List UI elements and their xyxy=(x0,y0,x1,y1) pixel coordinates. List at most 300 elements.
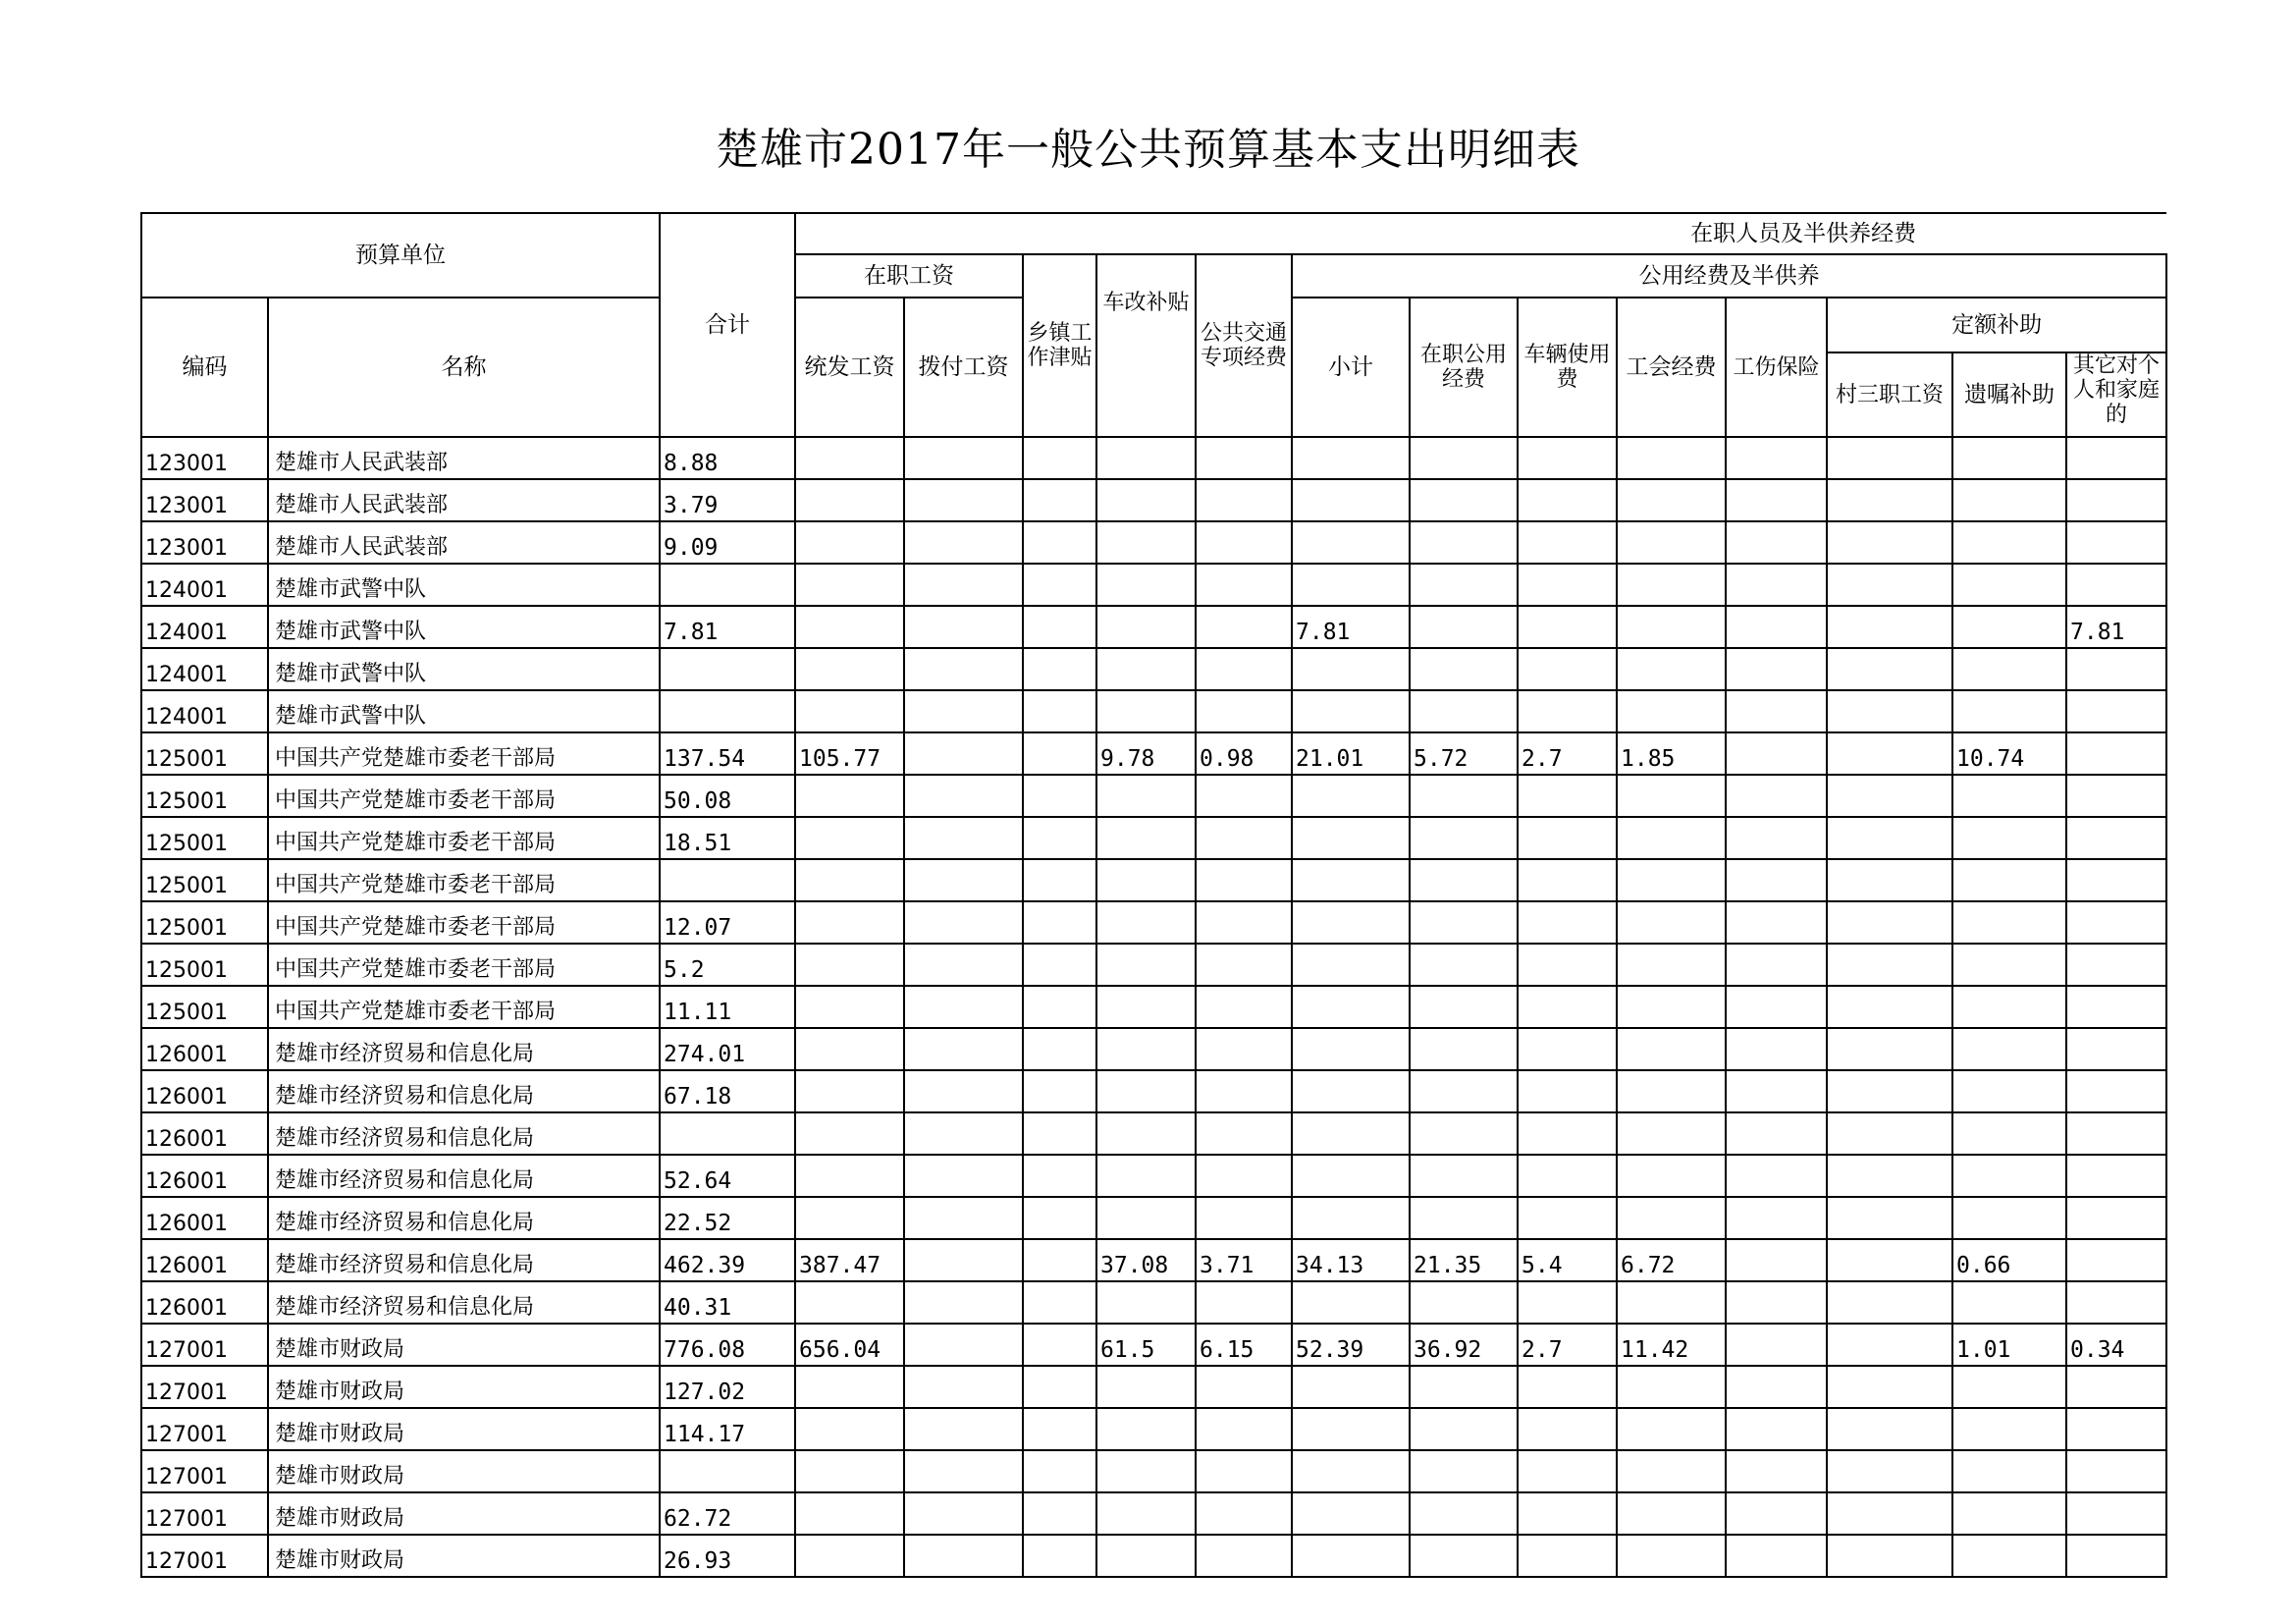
cell-injury xyxy=(1726,1535,1827,1577)
cell-name: 楚雄市经济贸易和信息化局 xyxy=(268,1239,660,1281)
header-salary-group: 在职工资 xyxy=(795,254,1023,298)
cell-bequest xyxy=(1952,944,2066,986)
cell-subtotal xyxy=(1292,648,1410,690)
cell-other xyxy=(2066,1450,2166,1492)
cell-public-transport xyxy=(1196,479,1292,521)
cell-unified-salary xyxy=(795,817,904,859)
header-subtotal: 小计 xyxy=(1292,298,1410,437)
cell-vehicle xyxy=(1518,1197,1617,1239)
cell-other xyxy=(2066,986,2166,1028)
cell-car-reform xyxy=(1096,1112,1196,1155)
cell-vehicle: 5.4 xyxy=(1518,1239,1617,1281)
cell-bequest xyxy=(1952,1408,2066,1450)
cell-code: 124001 xyxy=(141,606,268,648)
cell-unified-salary xyxy=(795,1197,904,1239)
cell-unified-salary xyxy=(795,944,904,986)
header-staff-group: 在职人员及半供养经费 xyxy=(795,213,2166,254)
cell-subtotal xyxy=(1292,690,1410,732)
cell-village xyxy=(1827,1366,1952,1408)
cell-code: 127001 xyxy=(141,1492,268,1535)
cell-union xyxy=(1617,1070,1726,1112)
cell-staff-public xyxy=(1410,901,1518,944)
cell-car-reform xyxy=(1096,690,1196,732)
cell-name: 楚雄市财政局 xyxy=(268,1535,660,1577)
cell-vehicle xyxy=(1518,1281,1617,1324)
cell-union xyxy=(1617,1155,1726,1197)
cell-total: 18.51 xyxy=(660,817,795,859)
cell-village xyxy=(1827,606,1952,648)
cell-public-transport xyxy=(1196,1450,1292,1492)
cell-unified-salary xyxy=(795,1535,904,1577)
cell-car-reform xyxy=(1096,1535,1196,1577)
cell-staff-public xyxy=(1410,1366,1518,1408)
cell-subtotal xyxy=(1292,1112,1410,1155)
cell-union xyxy=(1617,1197,1726,1239)
cell-bequest xyxy=(1952,817,2066,859)
cell-car-reform xyxy=(1096,1366,1196,1408)
cell-name: 楚雄市人民武装部 xyxy=(268,437,660,479)
cell-bequest xyxy=(1952,1197,2066,1239)
table-row xyxy=(141,648,2166,690)
cell-union xyxy=(1617,606,1726,648)
cell-township-allowance xyxy=(1023,1155,1096,1197)
cell-code: 123001 xyxy=(141,437,268,479)
cell-village xyxy=(1827,1408,1952,1450)
header-vehicle: 车辆使用费 xyxy=(1518,298,1617,437)
cell-injury xyxy=(1726,1112,1827,1155)
cell-allocated-salary xyxy=(904,1535,1023,1577)
cell-union xyxy=(1617,901,1726,944)
cell-union xyxy=(1617,775,1726,817)
cell-village xyxy=(1827,648,1952,690)
cell-public-transport xyxy=(1196,901,1292,944)
cell-village xyxy=(1827,1492,1952,1535)
cell-unified-salary xyxy=(795,1155,904,1197)
table-row xyxy=(141,1366,2166,1408)
cell-public-transport: 3.71 xyxy=(1196,1239,1292,1281)
cell-allocated-salary xyxy=(904,1155,1023,1197)
cell-injury xyxy=(1726,1239,1827,1281)
cell-village xyxy=(1827,690,1952,732)
cell-other xyxy=(2066,1281,2166,1324)
cell-other xyxy=(2066,1028,2166,1070)
cell-public-transport xyxy=(1196,1155,1292,1197)
cell-code: 123001 xyxy=(141,479,268,521)
cell-car-reform xyxy=(1096,1492,1196,1535)
page-title: 楚雄市2017年一般公共预算基本支出明细表 xyxy=(716,125,1580,175)
header-staff-public: 在职公用经费 xyxy=(1410,298,1518,437)
cell-staff-public xyxy=(1410,479,1518,521)
cell-union xyxy=(1617,1366,1726,1408)
cell-injury xyxy=(1726,1408,1827,1450)
cell-public-transport xyxy=(1196,437,1292,479)
cell-code: 126001 xyxy=(141,1281,268,1324)
cell-other xyxy=(2066,437,2166,479)
cell-car-reform xyxy=(1096,1408,1196,1450)
cell-code: 125001 xyxy=(141,901,268,944)
cell-total: 62.72 xyxy=(660,1492,795,1535)
cell-union xyxy=(1617,817,1726,859)
cell-other xyxy=(2066,1535,2166,1577)
cell-staff-public xyxy=(1410,1408,1518,1450)
table-row xyxy=(141,564,2166,606)
cell-allocated-salary xyxy=(904,1366,1023,1408)
cell-code: 126001 xyxy=(141,1155,268,1197)
cell-public-transport xyxy=(1196,521,1292,564)
table-row xyxy=(141,775,2166,817)
cell-total: 40.31 xyxy=(660,1281,795,1324)
table-row xyxy=(141,1028,2166,1070)
cell-injury xyxy=(1726,1492,1827,1535)
cell-public-transport xyxy=(1196,1281,1292,1324)
cell-union xyxy=(1617,1492,1726,1535)
cell-subtotal xyxy=(1292,437,1410,479)
cell-code: 127001 xyxy=(141,1450,268,1492)
cell-injury xyxy=(1726,859,1827,901)
cell-union xyxy=(1617,859,1726,901)
cell-township-allowance xyxy=(1023,648,1096,690)
cell-other xyxy=(2066,901,2166,944)
cell-subtotal xyxy=(1292,564,1410,606)
cell-injury xyxy=(1726,944,1827,986)
cell-car-reform: 61.5 xyxy=(1096,1324,1196,1366)
cell-name: 楚雄市经济贸易和信息化局 xyxy=(268,1112,660,1155)
cell-subtotal xyxy=(1292,1535,1410,1577)
cell-village xyxy=(1827,732,1952,775)
table-row xyxy=(141,944,2166,986)
cell-injury xyxy=(1726,521,1827,564)
cell-village xyxy=(1827,1112,1952,1155)
cell-bequest xyxy=(1952,648,2066,690)
table-row xyxy=(141,521,2166,564)
cell-township-allowance xyxy=(1023,1366,1096,1408)
cell-car-reform xyxy=(1096,944,1196,986)
header-unified-salary: 统发工资 xyxy=(795,298,904,437)
cell-car-reform: 37.08 xyxy=(1096,1239,1196,1281)
cell-car-reform xyxy=(1096,1028,1196,1070)
cell-injury xyxy=(1726,986,1827,1028)
cell-unified-salary xyxy=(795,775,904,817)
cell-subtotal xyxy=(1292,1450,1410,1492)
cell-village xyxy=(1827,1028,1952,1070)
cell-injury xyxy=(1726,1028,1827,1070)
cell-unified-salary xyxy=(795,1492,904,1535)
cell-name: 中国共产党楚雄市委老干部局 xyxy=(268,901,660,944)
cell-subtotal: 34.13 xyxy=(1292,1239,1410,1281)
cell-subtotal xyxy=(1292,775,1410,817)
cell-vehicle xyxy=(1518,690,1617,732)
cell-village xyxy=(1827,479,1952,521)
cell-other xyxy=(2066,521,2166,564)
cell-total: 137.54 xyxy=(660,732,795,775)
cell-subtotal xyxy=(1292,859,1410,901)
cell-staff-public xyxy=(1410,817,1518,859)
cell-vehicle xyxy=(1518,1366,1617,1408)
cell-vehicle: 2.7 xyxy=(1518,732,1617,775)
cell-subtotal xyxy=(1292,521,1410,564)
cell-unified-salary xyxy=(795,986,904,1028)
cell-allocated-salary xyxy=(904,986,1023,1028)
cell-township-allowance xyxy=(1023,1535,1096,1577)
table-row xyxy=(141,1450,2166,1492)
cell-total: 12.07 xyxy=(660,901,795,944)
cell-township-allowance xyxy=(1023,901,1096,944)
cell-township-allowance xyxy=(1023,944,1096,986)
cell-total: 114.17 xyxy=(660,1408,795,1450)
cell-name: 楚雄市武警中队 xyxy=(268,648,660,690)
cell-township-allowance xyxy=(1023,859,1096,901)
cell-unified-salary xyxy=(795,1112,904,1155)
cell-vehicle xyxy=(1518,986,1617,1028)
cell-staff-public xyxy=(1410,859,1518,901)
cell-subtotal xyxy=(1292,1408,1410,1450)
cell-total: 50.08 xyxy=(660,775,795,817)
cell-injury xyxy=(1726,606,1827,648)
cell-car-reform xyxy=(1096,648,1196,690)
cell-staff-public: 5.72 xyxy=(1410,732,1518,775)
cell-allocated-salary xyxy=(904,648,1023,690)
cell-allocated-salary xyxy=(904,564,1023,606)
cell-total: 8.88 xyxy=(660,437,795,479)
cell-bequest xyxy=(1952,1535,2066,1577)
cell-village xyxy=(1827,521,1952,564)
cell-union xyxy=(1617,1408,1726,1450)
cell-total: 7.81 xyxy=(660,606,795,648)
cell-injury xyxy=(1726,479,1827,521)
cell-car-reform xyxy=(1096,437,1196,479)
cell-public-transport: 6.15 xyxy=(1196,1324,1292,1366)
cell-union xyxy=(1617,521,1726,564)
cell-name: 楚雄市武警中队 xyxy=(268,564,660,606)
cell-union xyxy=(1617,1535,1726,1577)
cell-code: 124001 xyxy=(141,564,268,606)
cell-village xyxy=(1827,817,1952,859)
cell-code: 126001 xyxy=(141,1112,268,1155)
cell-union xyxy=(1617,479,1726,521)
cell-subtotal xyxy=(1292,479,1410,521)
budget-table xyxy=(140,212,2167,1578)
header-total: 合计 xyxy=(660,213,795,437)
cell-bequest xyxy=(1952,521,2066,564)
cell-vehicle xyxy=(1518,1155,1617,1197)
cell-vehicle xyxy=(1518,606,1617,648)
cell-unified-salary xyxy=(795,1070,904,1112)
table-row xyxy=(141,1535,2166,1577)
cell-other xyxy=(2066,1239,2166,1281)
cell-other xyxy=(2066,1112,2166,1155)
cell-staff-public xyxy=(1410,775,1518,817)
cell-township-allowance xyxy=(1023,564,1096,606)
cell-other xyxy=(2066,564,2166,606)
cell-bequest: 0.66 xyxy=(1952,1239,2066,1281)
cell-name: 楚雄市经济贸易和信息化局 xyxy=(268,1155,660,1197)
cell-union xyxy=(1617,437,1726,479)
cell-name: 楚雄市人民武装部 xyxy=(268,521,660,564)
cell-vehicle xyxy=(1518,859,1617,901)
cell-village xyxy=(1827,1070,1952,1112)
cell-total xyxy=(660,690,795,732)
cell-public-transport xyxy=(1196,775,1292,817)
header-bequest: 遗嘱补助 xyxy=(1952,352,2066,437)
cell-union xyxy=(1617,1028,1726,1070)
cell-injury xyxy=(1726,901,1827,944)
cell-staff-public xyxy=(1410,648,1518,690)
cell-injury xyxy=(1726,1070,1827,1112)
cell-staff-public xyxy=(1410,1281,1518,1324)
cell-union: 11.42 xyxy=(1617,1324,1726,1366)
cell-total xyxy=(660,1112,795,1155)
cell-car-reform xyxy=(1096,775,1196,817)
table-row xyxy=(141,437,2166,479)
cell-bequest xyxy=(1952,479,2066,521)
cell-code: 125001 xyxy=(141,732,268,775)
cell-subtotal xyxy=(1292,1155,1410,1197)
cell-township-allowance xyxy=(1023,986,1096,1028)
cell-union xyxy=(1617,1281,1726,1324)
cell-other xyxy=(2066,1197,2166,1239)
cell-public-transport: 0.98 xyxy=(1196,732,1292,775)
cell-unified-salary xyxy=(795,690,904,732)
cell-total: 127.02 xyxy=(660,1366,795,1408)
cell-unified-salary xyxy=(795,859,904,901)
cell-public-transport xyxy=(1196,1070,1292,1112)
cell-total: 274.01 xyxy=(660,1028,795,1070)
table-row xyxy=(141,1155,2166,1197)
cell-staff-public xyxy=(1410,1197,1518,1239)
cell-bequest xyxy=(1952,859,2066,901)
cell-allocated-salary xyxy=(904,606,1023,648)
cell-other: 0.34 xyxy=(2066,1324,2166,1366)
cell-code: 126001 xyxy=(141,1070,268,1112)
cell-allocated-salary xyxy=(904,1070,1023,1112)
cell-code: 127001 xyxy=(141,1366,268,1408)
cell-allocated-salary xyxy=(904,1197,1023,1239)
cell-unified-salary: 105.77 xyxy=(795,732,904,775)
cell-code: 127001 xyxy=(141,1408,268,1450)
header-other: 其它对个人和家庭的 xyxy=(2066,352,2166,437)
cell-unified-salary xyxy=(795,1028,904,1070)
cell-staff-public xyxy=(1410,564,1518,606)
cell-code: 126001 xyxy=(141,1197,268,1239)
cell-bequest xyxy=(1952,690,2066,732)
cell-bequest xyxy=(1952,1366,2066,1408)
cell-bequest xyxy=(1952,564,2066,606)
cell-staff-public xyxy=(1410,1535,1518,1577)
cell-car-reform: 9.78 xyxy=(1096,732,1196,775)
cell-other xyxy=(2066,690,2166,732)
cell-car-reform xyxy=(1096,1197,1196,1239)
cell-code: 126001 xyxy=(141,1239,268,1281)
cell-bequest xyxy=(1952,775,2066,817)
cell-name: 楚雄市经济贸易和信息化局 xyxy=(268,1028,660,1070)
cell-code: 123001 xyxy=(141,521,268,564)
cell-vehicle xyxy=(1518,1450,1617,1492)
cell-vehicle xyxy=(1518,1070,1617,1112)
cell-total: 3.79 xyxy=(660,479,795,521)
cell-subtotal xyxy=(1292,817,1410,859)
cell-staff-public xyxy=(1410,690,1518,732)
cell-other xyxy=(2066,859,2166,901)
cell-village xyxy=(1827,986,1952,1028)
cell-public-transport xyxy=(1196,690,1292,732)
header-township-allowance: 乡镇工作津贴 xyxy=(1023,254,1096,437)
table-row xyxy=(141,1197,2166,1239)
table-row xyxy=(141,690,2166,732)
cell-total: 9.09 xyxy=(660,521,795,564)
cell-vehicle xyxy=(1518,901,1617,944)
cell-allocated-salary xyxy=(904,1408,1023,1450)
cell-unified-salary: 656.04 xyxy=(795,1324,904,1366)
cell-injury xyxy=(1726,437,1827,479)
cell-car-reform xyxy=(1096,986,1196,1028)
cell-township-allowance xyxy=(1023,1239,1096,1281)
table-row xyxy=(141,901,2166,944)
cell-staff-public xyxy=(1410,437,1518,479)
cell-bequest xyxy=(1952,1112,2066,1155)
cell-allocated-salary xyxy=(904,1492,1023,1535)
cell-code: 127001 xyxy=(141,1535,268,1577)
cell-name: 楚雄市人民武装部 xyxy=(268,479,660,521)
cell-name: 楚雄市财政局 xyxy=(268,1450,660,1492)
cell-car-reform xyxy=(1096,901,1196,944)
cell-allocated-salary xyxy=(904,1281,1023,1324)
cell-unified-salary xyxy=(795,1281,904,1324)
cell-vehicle xyxy=(1518,817,1617,859)
cell-bequest xyxy=(1952,1281,2066,1324)
cell-village xyxy=(1827,859,1952,901)
cell-vehicle xyxy=(1518,437,1617,479)
cell-name: 楚雄市经济贸易和信息化局 xyxy=(268,1281,660,1324)
cell-township-allowance xyxy=(1023,732,1096,775)
cell-other xyxy=(2066,1492,2166,1535)
cell-township-allowance xyxy=(1023,1028,1096,1070)
cell-allocated-salary xyxy=(904,1239,1023,1281)
cell-allocated-salary xyxy=(904,775,1023,817)
cell-code: 125001 xyxy=(141,986,268,1028)
cell-vehicle xyxy=(1518,1028,1617,1070)
cell-vehicle xyxy=(1518,1112,1617,1155)
cell-public-transport xyxy=(1196,1366,1292,1408)
cell-staff-public xyxy=(1410,986,1518,1028)
cell-township-allowance xyxy=(1023,1197,1096,1239)
cell-township-allowance xyxy=(1023,1408,1096,1450)
cell-subtotal xyxy=(1292,944,1410,986)
cell-staff-public xyxy=(1410,1028,1518,1070)
cell-vehicle xyxy=(1518,775,1617,817)
cell-injury xyxy=(1726,817,1827,859)
cell-total xyxy=(660,648,795,690)
cell-allocated-salary xyxy=(904,944,1023,986)
cell-car-reform xyxy=(1096,521,1196,564)
cell-code: 124001 xyxy=(141,648,268,690)
table-row xyxy=(141,606,2166,648)
header-name: 名称 xyxy=(268,298,660,437)
cell-subtotal: 52.39 xyxy=(1292,1324,1410,1366)
table-row xyxy=(141,1281,2166,1324)
cell-unified-salary xyxy=(795,1450,904,1492)
cell-total xyxy=(660,564,795,606)
cell-code: 125001 xyxy=(141,817,268,859)
cell-township-allowance xyxy=(1023,1324,1096,1366)
cell-village xyxy=(1827,1155,1952,1197)
header-allocated-salary: 拨付工资 xyxy=(904,298,1023,437)
header-village: 村三职工资 xyxy=(1827,352,1952,437)
cell-other xyxy=(2066,1366,2166,1408)
cell-total xyxy=(660,1450,795,1492)
cell-bequest xyxy=(1952,1155,2066,1197)
cell-staff-public xyxy=(1410,1070,1518,1112)
cell-public-transport xyxy=(1196,986,1292,1028)
